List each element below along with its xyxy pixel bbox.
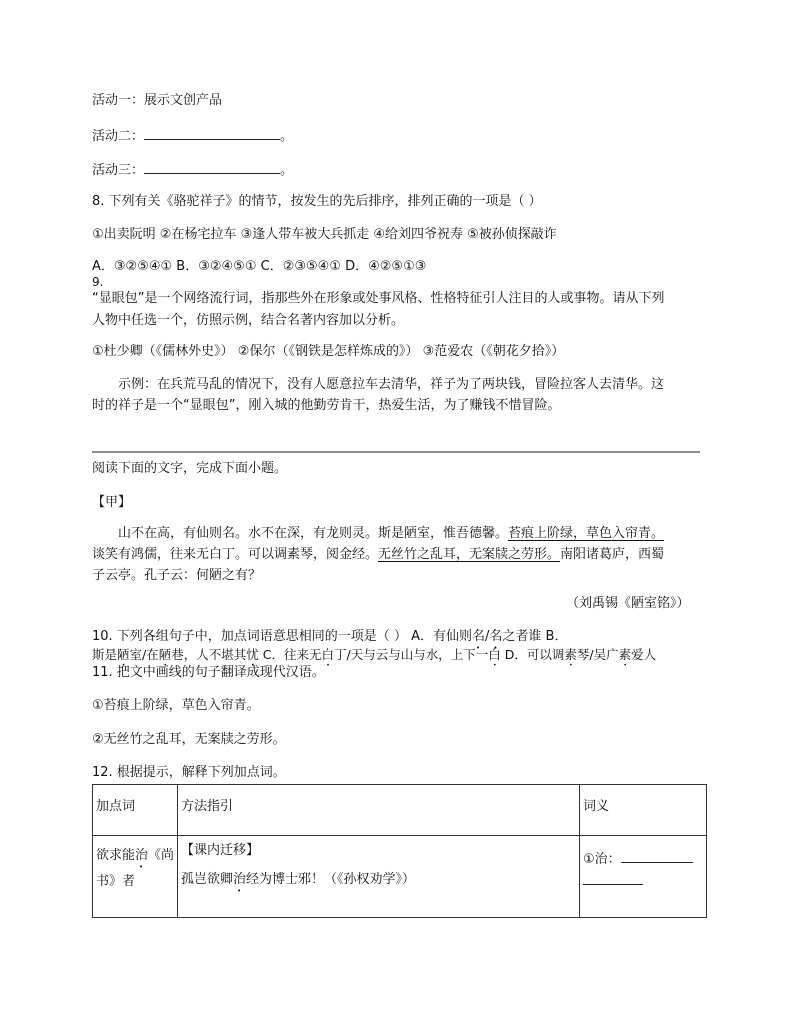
q12-word-text-c: 书》者 <box>96 874 136 889</box>
q10-l2-text-d: C．往来无 <box>258 647 322 662</box>
q10-l2-text-f: 丁/天与云与山与水，上下一 <box>334 647 489 662</box>
q10-l1-text-a: 10. 下列各组句子中，加点词语意思相同的一项是（ ） A．有仙则 <box>92 629 472 644</box>
q12-meaning-blank[interactable] <box>621 851 693 863</box>
q12-method-text <box>178 857 579 895</box>
q10-dotted-word: 白 <box>488 647 501 662</box>
passage-line-2 <box>92 548 664 561</box>
q11-sentence-2: ②无丝竹之乱耳，无案牍之劳形。 <box>92 732 286 747</box>
q12-word <box>93 836 177 892</box>
section-divider <box>92 451 700 453</box>
q11-sentence-1: ①苔痕上阶绿，草色入帘青。 <box>92 698 260 713</box>
passage-line-2-text-b: 南阳诸葛庐，西蜀 <box>560 547 665 562</box>
q12-meaning-label: ①治： <box>583 852 621 867</box>
passage-source: （刘禹锡《陋室铭》） <box>566 596 690 611</box>
q10-dotted-word: 名 <box>471 629 485 644</box>
q12-meaning <box>580 836 706 893</box>
passage-line-1 <box>118 527 664 540</box>
q10-l2-text-i: 爱人 <box>631 647 657 662</box>
q10-dotted-word: 白 <box>321 647 335 662</box>
q12-header-cell <box>93 785 178 836</box>
q10-l2-text-h: 琴/吴广 <box>576 647 619 662</box>
passage-line-2-text-a: 谈笑有鸿儒，往来无白丁。可以调素琴，阅金经。 <box>92 547 379 562</box>
q12-method-cell <box>178 836 580 918</box>
q9-number: 9. <box>92 275 104 289</box>
passage-underlined-sentence-1: 苔痕上阶绿，草色入帘青。 <box>508 526 665 541</box>
q12-method-text-a: 孤岂欲卿 <box>181 872 234 887</box>
q12-meaning-cell <box>580 836 707 918</box>
passage-line-3: 子云亭。孔子云：何陋之有？ <box>92 568 262 583</box>
q10-l2-text-c: 巷，人不堪其 <box>171 647 247 662</box>
activity-1 <box>92 94 222 107</box>
activity-2-answer-blank[interactable] <box>144 128 280 140</box>
q10-dotted-word: 素 <box>564 647 577 662</box>
q10-l2-text-g: D．可以调 <box>500 647 565 662</box>
q9-line-1: “显眼包”是一个网络流行词，指那些外在形象或处事风格、性格特征引人注目的人或事物。请从下列 <box>92 291 665 306</box>
q12-word-text-b: 《尚 <box>148 848 175 863</box>
activity-3 <box>92 162 293 177</box>
q8-items: ①出卖阮明 ②在杨宅拉车 ③逢人带车被大兵抓走 ④给刘四爷祝寿 ⑤被孙侦探敲诈 <box>92 227 557 242</box>
q12-table-row <box>93 836 707 918</box>
passage-line-1-text: 山不在高，有仙则名。水不在深，有龙则灵。斯是陋室，惟吾德馨。 <box>118 526 509 541</box>
q10-dotted-word: 名 <box>489 629 503 644</box>
activity-1-label: 活动一： <box>92 93 145 108</box>
activity-2-end: 。 <box>280 129 294 144</box>
activity-2-label: 活动二： <box>92 129 145 144</box>
q10-dotted-word: 陋 <box>117 647 130 662</box>
q12-meaning-blank-continued[interactable] <box>583 873 643 885</box>
q12-method-tag: 【课内迁移】 <box>181 843 260 858</box>
q12-dotted-word: 治 <box>135 848 149 863</box>
q10-l2-text-b: 室/在 <box>129 647 159 662</box>
q10-l2-text-a: 斯是 <box>92 647 118 662</box>
passage-section-label: 【甲】 <box>92 495 132 510</box>
q11-stem: 11. 把文中画线的句子翻译成现代汉语。 <box>92 665 325 680</box>
activity-3-answer-blank[interactable] <box>144 162 280 174</box>
q12-table <box>92 784 707 918</box>
q12-header-meaning: 词义 <box>583 799 610 814</box>
q9-choices: ①杜少卿（《儒林外史》） ②保尔（《钢铁是怎样炼成的》） ③范爱农（《朝花夕拾》） <box>92 344 565 359</box>
q9-example-line-2: 时的祥子是一个“显眼包”，刚入城的他勤劳肯干，热爱生活，为了赚钱不惜冒险。 <box>92 398 561 413</box>
q12-dotted-word: 治 <box>233 872 247 887</box>
q10-l1-text-b: / <box>484 629 490 644</box>
activity-3-label: 活动三： <box>92 163 145 178</box>
q12-method-text-b: 经为博士邪！（《孙权劝学》） <box>246 872 416 887</box>
q12-word-cell <box>93 836 178 918</box>
q12-header-word: 加点词 <box>96 799 136 814</box>
q8-stem: 8. 下列有关《骆驼祥子》的情节，按发生的先后排序，排列正确的一项是（ ） <box>92 194 542 209</box>
q10-dotted-word: 忧 <box>246 647 259 662</box>
activity-3-end: 。 <box>280 163 294 178</box>
q12-header-method: 方法指引 <box>181 799 234 814</box>
q12-table-header-row <box>93 785 707 836</box>
q12-stem: 12. 根据提示，解释下列加点词。 <box>92 765 286 780</box>
q9-line-2: 人物中任选一个，仿照示例，结合名著内容加以分析。 <box>92 313 405 328</box>
q10-dotted-word: 素 <box>618 647 632 662</box>
q9-example-line-1: 示例：在兵荒马乱的情况下，没有人愿意拉车去清华，祥子为了两块钱，冒险拉客人去清华。这 <box>118 377 665 392</box>
q10-dotted-word: 陋 <box>158 647 172 662</box>
q12-header-cell <box>178 785 580 836</box>
q8-options: A．③②⑤④① B．③②④⑤① C．②③⑤④① D．④②⑤①③ <box>92 259 427 274</box>
reading-intro: 阅读下面的文字，完成下面小题。 <box>92 461 288 476</box>
activity-2 <box>92 128 293 143</box>
q12-word-text-a: 欲求能 <box>96 848 136 863</box>
passage-underlined-sentence-2: 无丝竹之乱耳，无案牍之劳形。 <box>378 547 561 562</box>
q12-header-cell <box>580 785 707 836</box>
activity-1-value: 展示文创产品 <box>144 93 223 108</box>
q10-l1-text-c: 之者谁 B． <box>502 629 568 644</box>
